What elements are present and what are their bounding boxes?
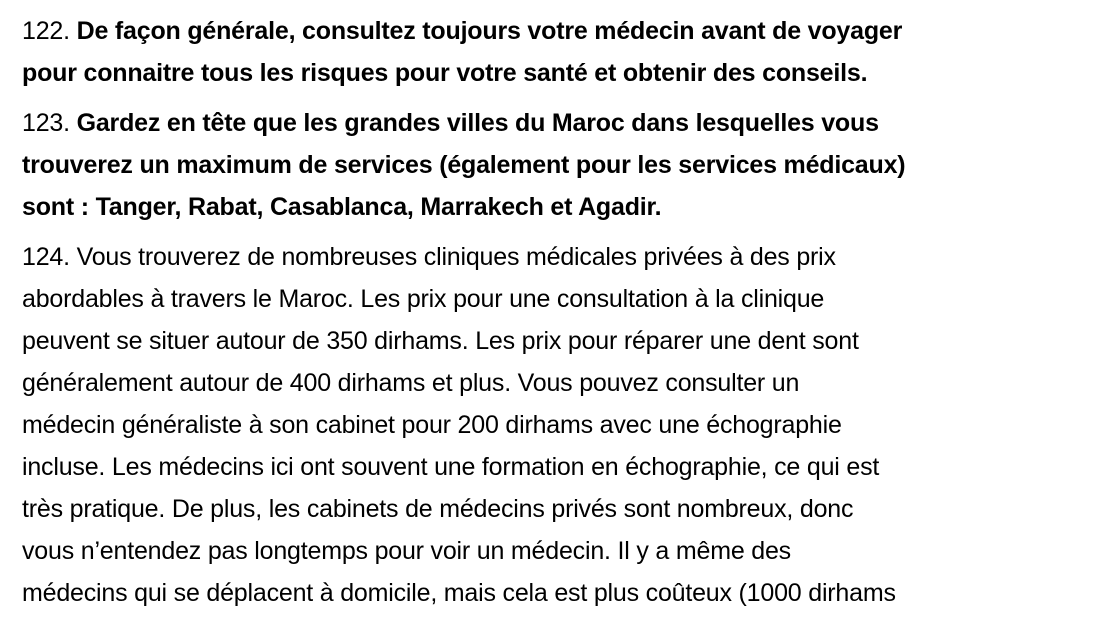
paragraph-line: très pratique. De plus, les cabinets de médecins privés sont nombreux, donc: [22, 495, 854, 523]
paragraph-text: Gardez en tête que les grandes villes du Maroc dans lesquelles vous: [76, 109, 879, 137]
paragraph-number: 122.: [22, 17, 70, 45]
paragraph-line: généralement autour de 400 dirhams et plus. Vous pouvez consulter un: [22, 369, 800, 397]
paragraph-line: [22, 10, 1082, 52]
paragraph-line: abordables à travers le Maroc. Les prix pour une consultation à la clinique: [22, 285, 825, 313]
paragraph-line: [22, 102, 1082, 144]
paragraph-124: [22, 236, 1082, 614]
paragraph-number: 123.: [22, 109, 70, 137]
paragraph-123: [22, 102, 1082, 228]
paragraph-122: [22, 10, 1082, 94]
paragraph-number: 124.: [22, 243, 70, 271]
paragraph-line: médecins qui se déplacent à domicile, mais cela est plus coûteux (1000 dirhams: [22, 579, 896, 607]
document-page: [22, 10, 1082, 614]
paragraph-line: médecin généraliste à son cabinet pour 200 dirhams avec une échographie: [22, 411, 842, 439]
paragraph-line: trouverez un maximum de services (également pour les services médicaux): [22, 151, 906, 179]
paragraph-line: peuvent se situer autour de 350 dirhams. Les prix pour réparer une dent sont: [22, 327, 859, 355]
paragraph-text: Vous trouverez de nombreuses cliniques médicales privées à des prix: [76, 243, 836, 271]
paragraph-line: pour connaitre tous les risques pour votre santé et obtenir des conseils.: [22, 59, 868, 87]
paragraph-line: [22, 236, 1082, 278]
paragraph-line: sont : Tanger, Rabat, Casablanca, Marrakech et Agadir.: [22, 193, 662, 221]
paragraph-line: vous n’entendez pas longtemps pour voir un médecin. Il y a même des: [22, 537, 791, 565]
paragraph-line: incluse. Les médecins ici ont souvent une formation en échographie, ce qui est: [22, 453, 880, 481]
paragraph-text: De façon générale, consultez toujours votre médecin avant de voyager: [76, 17, 903, 45]
